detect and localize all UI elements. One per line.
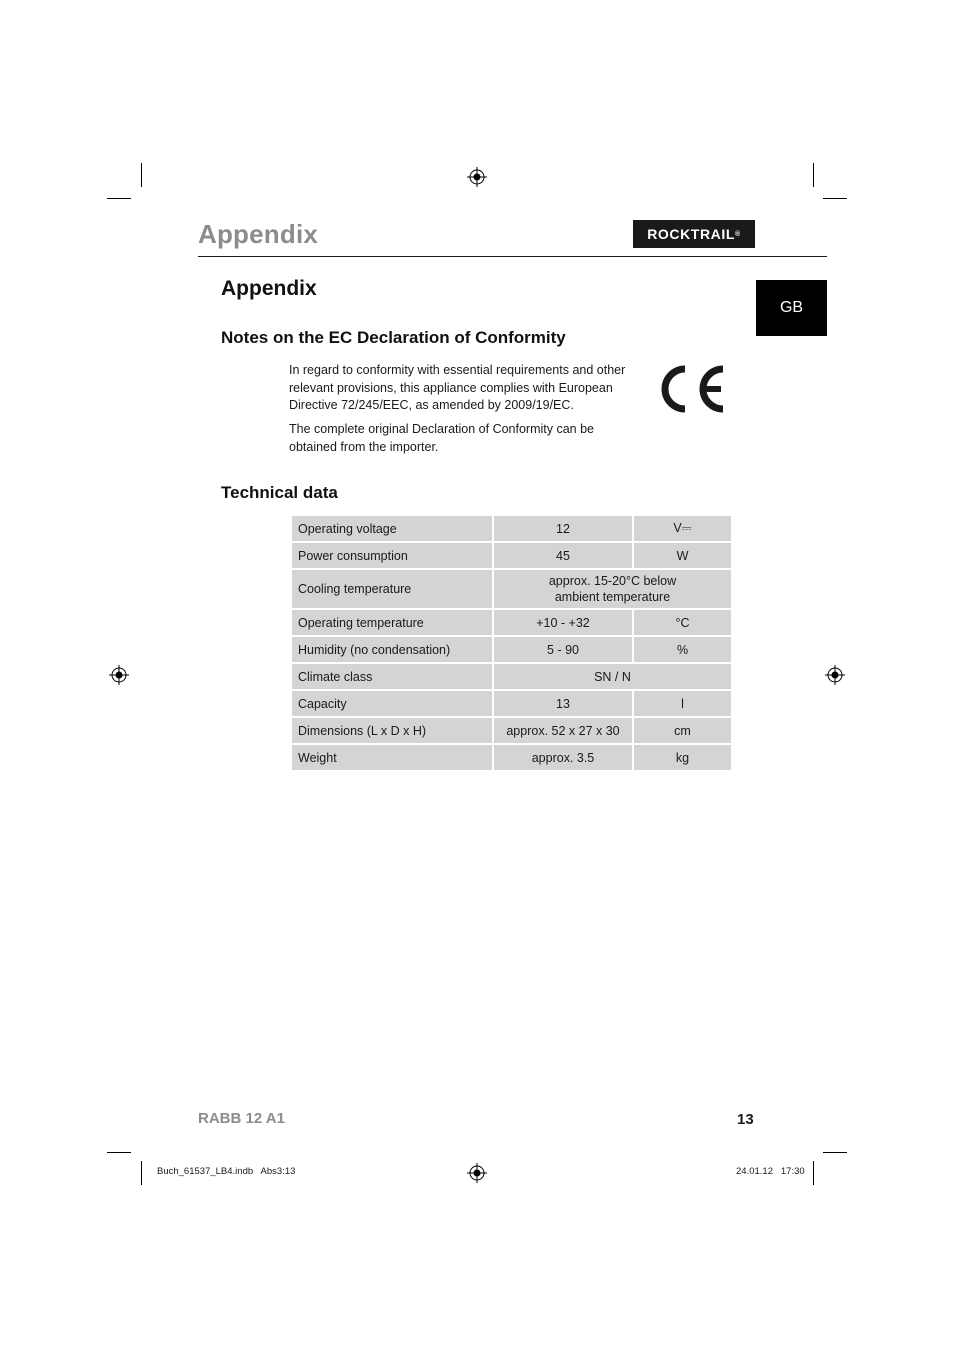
section-title: Appendix	[221, 277, 317, 300]
crop-mark	[813, 1161, 814, 1185]
table-row	[291, 663, 732, 690]
crop-mark	[823, 1152, 847, 1153]
spec-label: Operating voltage	[291, 515, 493, 542]
brand-registered-mark: ®	[735, 230, 741, 238]
table-row	[291, 609, 732, 636]
crop-mark	[141, 163, 142, 187]
spec-label: Operating temperature	[291, 609, 493, 636]
crop-mark	[107, 1152, 131, 1153]
table-row	[291, 636, 732, 663]
spec-value	[493, 569, 732, 609]
crop-mark	[823, 198, 847, 199]
spec-label: Dimensions (L x D x H)	[291, 717, 493, 744]
spec-unit: V⎓	[633, 515, 732, 542]
spec-value: 45	[493, 542, 633, 569]
running-header-title: Appendix	[198, 219, 319, 249]
ec-paragraph-1: In regard to conformity with essential requirements and other relevant provisions, this appliance complies with European Directive 72/245/EEC, as amended by 2009/19/EC.	[289, 363, 626, 412]
technical-data-table	[290, 514, 733, 772]
crop-mark	[141, 1161, 142, 1185]
brand-name: ROCKTRAIL	[647, 226, 736, 242]
spec-unit: °C	[633, 609, 732, 636]
table-row	[291, 515, 732, 542]
print-slug-file: Buch_61537_LB4.indb Abs3:13	[157, 1166, 296, 1177]
spec-label: Humidity (no condensation)	[291, 636, 493, 663]
spec-value: 12	[493, 515, 633, 542]
table-row	[291, 717, 732, 744]
print-slug-date: 24.01.12 17:30	[736, 1166, 805, 1177]
ce-mark-icon	[655, 362, 730, 416]
language-tab: GB	[756, 280, 827, 336]
table-row	[291, 744, 732, 771]
spec-unit: cm	[633, 717, 732, 744]
table-row	[291, 690, 732, 717]
spec-unit: %	[633, 636, 732, 663]
spec-label: Power consumption	[291, 542, 493, 569]
registration-mark-icon	[467, 167, 487, 187]
technical-data-heading: Technical data	[221, 483, 338, 502]
spec-unit: W	[633, 542, 732, 569]
page-number: 13	[737, 1111, 754, 1128]
ec-declaration-heading: Notes on the EC Declaration of Conformity	[221, 328, 566, 347]
spec-unit: l	[633, 690, 732, 717]
spec-label: Climate class	[291, 663, 493, 690]
footer-model-number: RABB 12 A1	[198, 1110, 285, 1127]
header-rule	[198, 256, 827, 257]
registration-mark-icon	[825, 665, 845, 685]
spec-value: SN / N	[493, 663, 732, 690]
table-row	[291, 542, 732, 569]
spec-value: 13	[493, 690, 633, 717]
spec-unit: kg	[633, 744, 732, 771]
crop-mark	[813, 163, 814, 187]
spec-label: Weight	[291, 744, 493, 771]
spec-value: +10 - +32	[493, 609, 633, 636]
ec-paragraph-2: The complete original Declaration of Conformity can be obtained from the importer.	[289, 422, 595, 454]
spec-value: approx. 3.5	[493, 744, 633, 771]
spec-value: approx. 52 x 27 x 30	[493, 717, 633, 744]
spec-label: Capacity	[291, 690, 493, 717]
table-row	[291, 569, 732, 609]
spec-value-line: ambient temperature	[554, 590, 671, 604]
spec-label: Cooling temperature	[291, 569, 493, 609]
registration-mark-icon	[467, 1163, 487, 1183]
brand-logo	[633, 220, 755, 248]
spec-value-line: approx. 15-20°C below	[548, 574, 677, 588]
registration-mark-icon	[109, 665, 129, 685]
spec-value: 5 - 90	[493, 636, 633, 663]
crop-mark	[107, 198, 131, 199]
